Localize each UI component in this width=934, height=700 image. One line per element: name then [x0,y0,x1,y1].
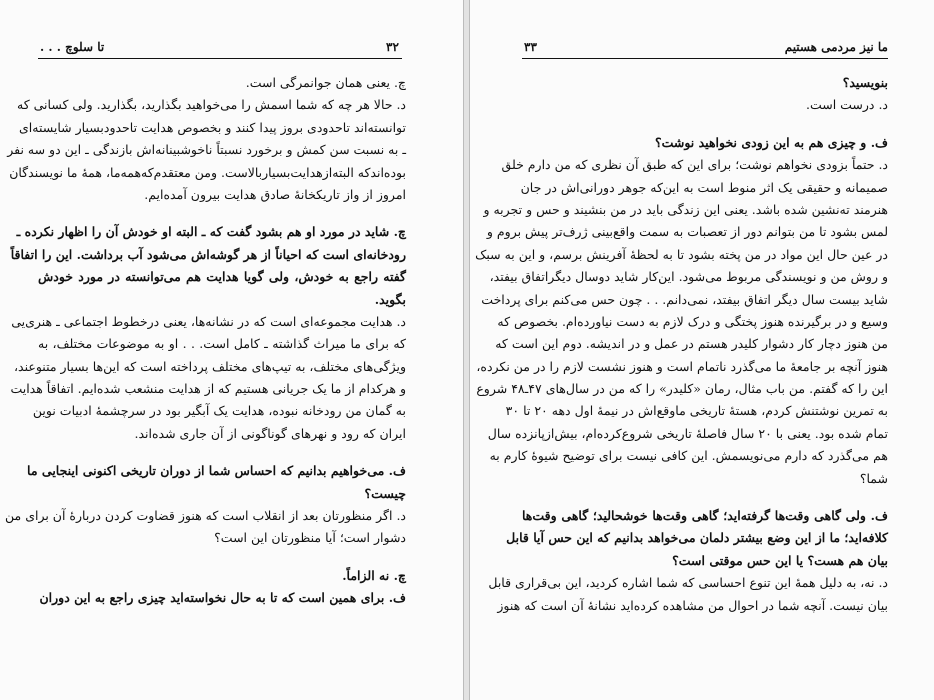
answer-paragraph [7,94,406,206]
text-line: د. حالا هر چه که شما اسمش را می‌خواهید بگذارید، بگذارید. ولی کسانی که [17,97,406,113]
text-line: چیست؟ [364,485,406,501]
question-paragraph [27,460,406,505]
text-line: ـ به نسبت سن کمش و برخورد نسبتاً ناخوشبینانه‌اش بازندگی ـ این دو سه نفر [7,142,406,158]
right-page-number: ۳۳ [524,40,537,54]
answer-paragraph [10,311,406,445]
text-line: بوده‌اندکه البته‌ازهدایت‌بسیاربالاست. ومن معتقدم‌که‌همه‌ما، همهٔ ما نویسندگان [9,164,406,180]
text-line: د. نه، به دلیل همهٔ این تنوع احساسی که شما اشاره کردید، این بی‌قراری قابل [488,575,888,591]
text-line: تمام شده بود. یعنی با ۲۰ سال فاصلهٔ تاریخی شروع‌کرده‌ام، بیش‌ازپانزده سال [487,425,888,441]
text-line: وسیع و در برگیرنده هنوز پختگی و درک لازم به دست نیاورده‌ام. بخصوص که [497,313,888,329]
answer-paragraph [522,94,888,116]
text-line: د. هدایت مجموعه‌ای است که در نشانه‌ها، یعنی درخطوط اجتماعی ـ هنری‌یی [11,313,406,329]
left-running-title: . . . تا سلوچ [40,40,105,54]
text-line: بگوید. [374,291,406,307]
paragraph-gap [522,490,888,505]
text-line: چ. شاید در مورد او هم بشود گفت که ـ البته او خودش آن را اظهار نکرده ـ [16,224,406,240]
text-line: شاید بیست سال دیگر اتفاق بیفتد، نمی‌دانم. . . چون حس می‌کنم برای پرداخت [481,291,888,307]
right-running-title: ما نیز مردمی هستیم [784,40,888,54]
paragraph-gap [38,206,406,221]
text-line: دشوار است؛ آیا منظورتان این است؟ [214,530,406,546]
text-line: د. حتماً بزودی نخواهم نوشت؛ برای این که طبق آن نظری که من دارم خلق [501,157,888,173]
text-line: این را که گفتم. من باب مثال، رمان «کلیدر» را که من در سال‌های ۴۷ـ۴۸ شروع [476,381,888,397]
text-line: چ. نه الزاماً. [342,567,406,583]
text-line: من هنوز دچار کار دشوار کلیدر هستم در عمل و در اندیشه. دوم این است که [495,336,888,352]
text-line: هنرمند ته‌نشین شده باشد. یعنی این زندگی باید در من بنشیند و حس و تجربه و [483,201,888,217]
text-line: د. درست است. [805,97,888,113]
text-line: ف. و چیزی هم به این زودی نخواهید نوشت؟ [654,134,888,150]
answer-paragraph [38,72,406,94]
right-page-body [475,72,888,617]
text-line: بیان نیست. آنچه شما در احوال من مشاهده کرده‌اید نشانهٔ آن است که هنوز [497,597,888,613]
text-line: کلافه‌اید؛ ما از این وضع بیشتر دلمان می‌خواهد بدانیم که این حس آیا قابل [506,530,888,546]
book-gutter [463,0,470,700]
text-line: ف. برای همین است که تا به حال نخواسته‌اید چیزی راجع به این دوران [39,590,406,606]
left-header-rule [38,58,402,59]
text-line: رودخانه‌ای است که احیاناً از هر گوشه‌اش می‌شود آب برداشت. این را اتفاقاً [10,246,406,262]
question-paragraph [38,565,406,587]
text-line: لمس بشود تا من بتوانم دور از تعصبات به سمت واقع‌بینی ژرف‌تر پیش بروم و [486,224,888,240]
left-page [0,0,463,700]
text-line: د. اگر منظورتان بعد از انقلاب است که هنوز قضاوت کردن دربارهٔ آن برای من [5,508,406,524]
text-line: شما؟ [859,470,888,486]
text-line: ف. می‌خواهیم بدانیم که احساس شما از دوران تاریخی اکنونی اینجایی ما [27,463,406,479]
text-line: ف. ولی گاهی وقت‌ها گرفته‌اید؛ گاهی وقت‌ها خوشحالید؛ گاهی وقت‌ها [522,508,888,524]
paragraph-gap [38,445,406,460]
text-line: ایران که رود و نهرهای گوناگونی از آن جاری شده‌اند. [134,425,406,441]
text-line: و هرکدام از ما یک جریانی هستیم که از هدایت منشعب شده‌ایم. اتفاقاً هدایت [10,381,406,397]
text-line: هم می‌گذرد که دارم می‌نویسمش. این کافی نیست برای توضیح شیوهٔ کارم به [489,448,888,464]
right-header-rule [522,58,888,59]
text-line: که برای ما میراث گذاشته ـ کامل است. . . او به موضوعات مختلف، به [38,336,406,352]
answer-paragraph [475,154,888,490]
text-line: چ. یعنی همان جوانمرگی است. [245,75,406,90]
right-page [470,0,934,700]
answer-paragraph [488,572,888,617]
text-line: در عین حال این مواد در من پخته بشود تا به لحظهٔ آفرینش برسم، و این به سبک [475,246,888,262]
text-line: و روش من و نویسندگی مربوط می‌شود. این‌کار شاید دوسال دیگراتفاق بیفتد، [489,269,888,285]
question-paragraph [522,132,888,154]
question-paragraph [38,587,406,609]
answer-paragraph [5,505,406,550]
text-line: به تمرین نوشتنش کردم، هستهٔ تاریخی ماوقع‌اش در نیمهٔ اول دهه ۲۰ تا ۳۰ [505,403,888,419]
paragraph-gap [522,117,888,132]
text-line: گفته راجع به خودش، ولی گویا هدایت هم می‌توانسته در مورد خودش [38,269,406,285]
text-line: ویژگی‌های مختلف، به تیپ‌های مختلف پرداخته است که این‌ها بسیار متنوعند، [14,358,406,374]
question-paragraph [10,221,406,311]
text-line: صمیمانه و حقیقی یک اثر منوط است به این‌که جوهر دورانی‌اش در جان [520,179,888,195]
text-line: بیان هم هست؟ یا این حس موقتی است؟ [672,552,888,568]
text-line: توانسته‌اند تاحدودی بروز پیدا کنند و بخصوص هدایت تاحدودبسیار شایسته‌ای [19,119,406,135]
left-page-number: ۳۲ [386,40,399,54]
text-line: هنوز آنچه بر جامعهٔ ما می‌گذرد ناتمام است و هنوز نشست لازم را در من نکرده، [476,358,888,374]
question-paragraph [506,505,888,572]
text-line: امروز از واز تاریکخانهٔ صادق هدایت بیرون آمده‌ایم. [144,186,406,202]
left-page-body [5,72,406,610]
question-paragraph [522,72,888,94]
text-line: بنویسید؟ [842,75,888,90]
text-line: به گمان من رودخانه نبوده، هدایت یک آبگیر بود در سرچشمهٔ ادبیات نوین [32,403,406,419]
paragraph-gap [38,550,406,565]
